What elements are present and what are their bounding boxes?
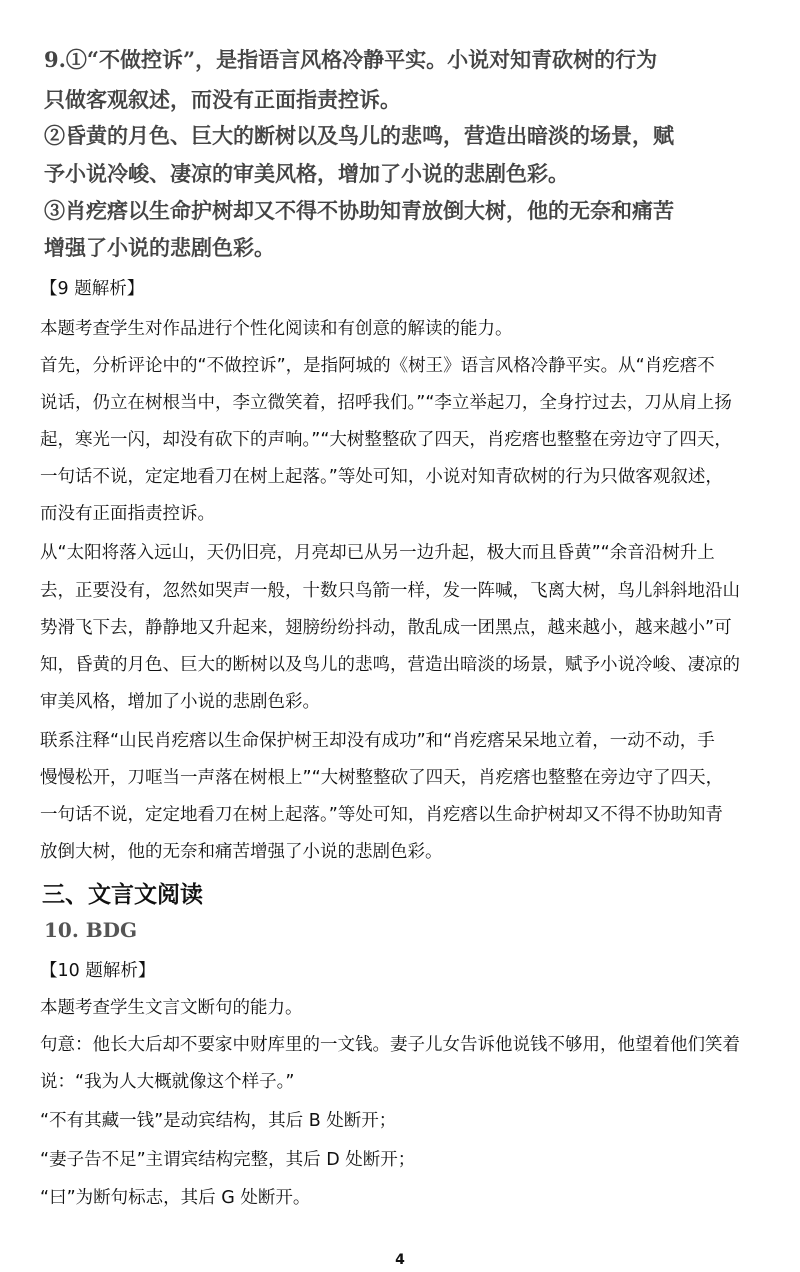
analysis9-line: 一句话不说，定定地看刀在树上起落。”等处可知，小说对知青砍树的行为只做客观叙述，: [40, 467, 723, 487]
analysis9-line: 势滑飞下去，静静地又升起来，翅膀纷纷抖动，散乱成一团黑点，越来越小，越来越小”可: [40, 618, 732, 638]
analysis9-line: 首先，分析评论中的“不做控诉”，是指阿城的《树王》语言风格冷静平实。从“肖疙瘩不: [40, 356, 715, 376]
analysis9-line: 从“太阳将落入远山，天仍旧亮，月亮却已从另一边升起，极大而且昏黄”“余音沿树升上: [40, 543, 715, 563]
analysis10-line: 本题考查学生文言文断句的能力。: [40, 998, 303, 1018]
analysis9-line: 去，正要没有，忽然如哭声一般，十数只鸟箭一样，发一阵喊，飞离大树，鸟儿斜斜地沿山: [40, 581, 740, 601]
answer9-line: 9.①“不做控诉”，是指语言风格冷静平实。小说对知青砍树的行为: [44, 47, 658, 72]
answer9-line: 增强了小说的悲剧色彩。: [44, 235, 275, 260]
page-number: 4: [395, 1252, 405, 1268]
answer9-line: ②昏黄的月色、巨大的断树以及鸟儿的悲鸣，营造出暗淡的场景，赋: [44, 123, 674, 148]
analysis9-line: 一句话不说，定定地看刀在树上起落。”等处可知，肖疙瘩以生命护树却又不得不协助知青: [40, 805, 723, 825]
section-title: 三、文言文阅读: [42, 881, 203, 908]
answer10: 10. BDG: [44, 918, 138, 942]
analysis9-line: 说话，仍立在树根当中，李立微笑着，招呼我们。”“李立举起刀，全身拧过去，刀从肩上扬: [40, 393, 732, 413]
answer9-line: 只做客观叙述，而没有正面指责控诉。: [44, 87, 401, 112]
analysis10-heading: 【10 题解析】: [40, 961, 156, 981]
answer9-line: 予小说冷峻、凄凉的审美风格，增加了小说的悲剧色彩。: [44, 161, 569, 186]
analysis10-line: “曰”为断句标志，其后 G 处断开。: [40, 1188, 311, 1208]
analysis9-line: 起，寒光一闪，却没有砍下的声响。”“大树整整砍了四天，肖疙瘩也整整在旁边守了四天，: [40, 430, 732, 450]
analysis10-line: 句意：他长大后却不要家中财库里的一文钱。妻子儿女告诉他说钱不够用，他望着他们笑着: [40, 1035, 740, 1055]
analysis9-line: 审美风格，增加了小说的悲剧色彩。: [40, 692, 320, 712]
analysis9-line: 本题考查学生对作品进行个性化阅读和有创意的解读的能力。: [40, 319, 513, 339]
analysis9-line: 慢慢松开，刀哐当一声落在树根上”“大树整整砍了四天，肖疙瘩也整整在旁边守了四天，: [40, 768, 724, 788]
analysis9-line: 联系注释“山民肖疙瘩以生命保护树王却没有成功”和“肖疙瘩呆呆地立着，一动不动，手: [40, 731, 715, 751]
analysis10-line: “不有其藏一钱”是动宾结构，其后 B 处断开；: [40, 1111, 397, 1131]
analysis9-line: 放倒大树，他的无奈和痛苦增强了小说的悲剧色彩。: [40, 842, 443, 862]
analysis9-line: 知，昏黄的月色、巨大的断树以及鸟儿的悲鸣，营造出暗淡的场景，赋予小说冷峻、凄凉的: [40, 655, 740, 675]
analysis10-line: 说：“我为人大概就像这个样子。”: [40, 1072, 295, 1092]
analysis9-heading: 【9 题解析】: [40, 279, 145, 299]
answer9-line: ③肖疙瘩以生命护树却又不得不协助知青放倒大树，他的无奈和痛苦: [44, 198, 674, 223]
analysis9-line: 而没有正面指责控诉。: [40, 504, 215, 524]
analysis10-line: “妻子告不足”主谓宾结构完整，其后 D 处断开；: [40, 1150, 416, 1170]
